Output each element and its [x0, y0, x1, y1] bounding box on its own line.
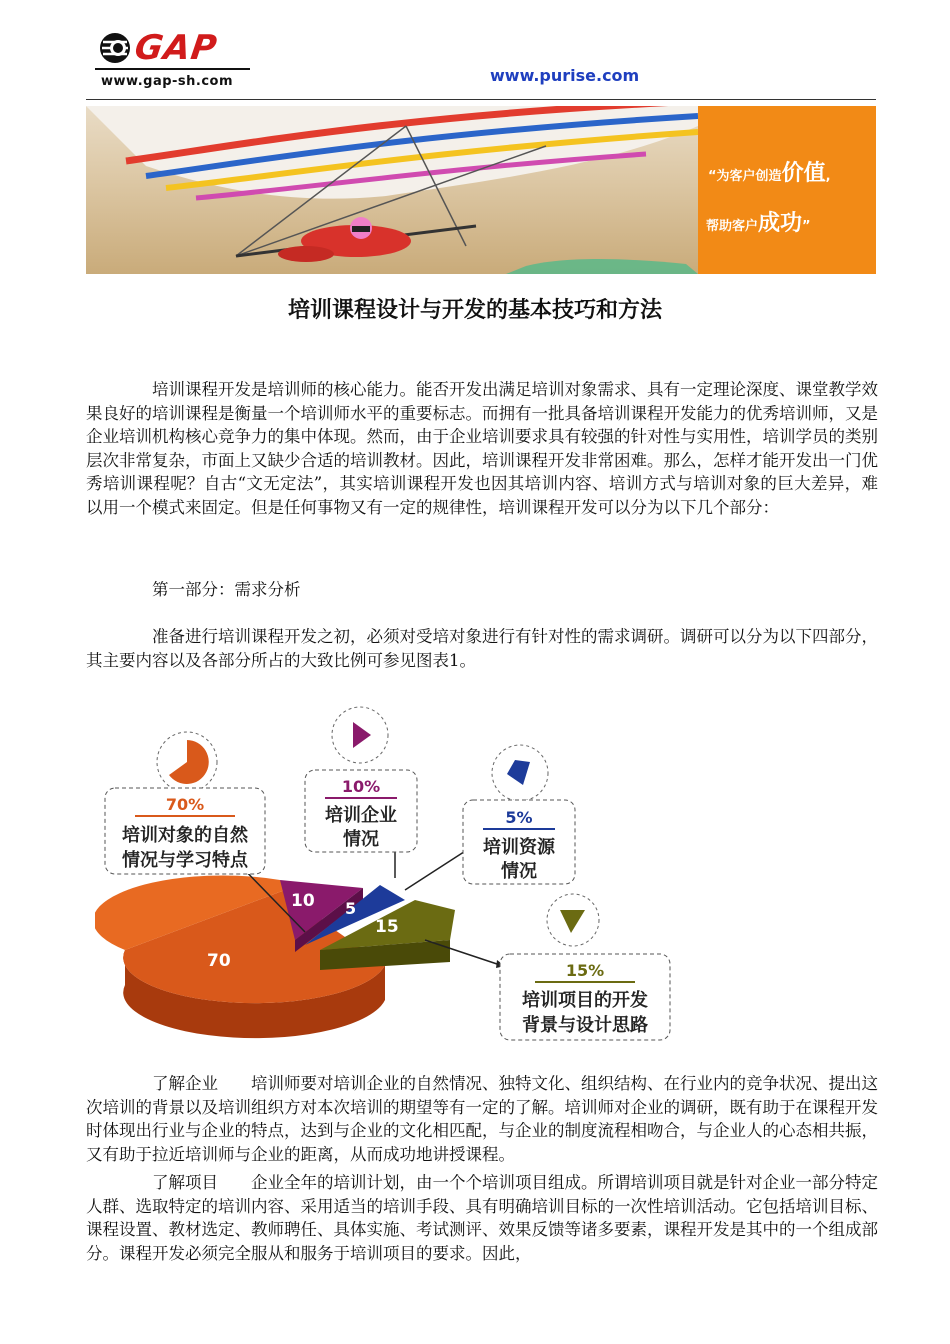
logo-divider: [95, 68, 250, 70]
callout-10: [305, 770, 417, 852]
value-label-70: 70: [207, 951, 231, 971]
svg-text:培训资源: 培训资源: [483, 837, 555, 858]
document-title: 培训课程设计与开发的基本技巧和方法: [287, 297, 662, 323]
logo-wordmark: GAP: [132, 28, 220, 68]
slogan-line-1: “为客户创造价值,: [708, 161, 831, 186]
svg-text:10%: 10%: [341, 777, 381, 796]
svg-text:5%: 5%: [505, 808, 533, 827]
svg-text:情况: 情况: [501, 861, 537, 882]
slogan-panel: [698, 106, 876, 274]
paragraph-company: 了解企业 培训师要对培训企业的自然情况、独特文化、组织结构、在行业内的竞争状况、提出这次培训的背景以及培训组织方对本次培训的期望等有一定的了解。培训师对企业的调研，既有助于在课程开发时体现出行业与企业的特点，达到与企业的文化相匹配，与企业的制度流程相吻合，与企业人的心态相共振，又有助于拉近培训师与企业的距离，从而成功地讲授课程。: [86, 1074, 878, 1164]
header-divider: [86, 99, 876, 100]
svg-text:70%: 70%: [165, 795, 205, 814]
svg-text:情况: 情况: [343, 829, 379, 850]
svg-text:背景与设计思路: 背景与设计思路: [522, 1015, 648, 1036]
slice-icon-70: [157, 732, 217, 792]
hang-glider-photo: [86, 106, 698, 274]
value-label-5: 5: [345, 899, 357, 918]
paragraph-project: 了解项目 企业全年的培训计划，由一个个培训项目组成。所谓培训项目就是针对企业一部分特定人群、选取特定的培训内容、采用适当的培训手段、具有明确培训目标的一次性培训活动。它包括培训目标、课程设置、教材选定、教师聘任、具体实施、考试测评、效果反馈等诸多要素，课程开发是其中的一个组成部分。课程开发必须完全服从和服务于培训项目的要求。因此，: [86, 1173, 878, 1263]
gap-logo: [95, 30, 255, 94]
logo-url: www.gap-sh.com: [101, 74, 234, 89]
paragraph-prep: 准备进行培训课程开发之初，必须对受培对象进行有针对性的需求调研。调研可以分为以下四部分，其主要内容以及各部分所占的大致比例可参见图表1。: [86, 627, 878, 670]
slice-icon-15: [547, 894, 599, 946]
value-label-10: 10: [291, 891, 315, 911]
slogan-line-2: 帮助客户成功”: [706, 211, 811, 236]
pie-chart: [95, 700, 695, 1050]
callout-5: [463, 800, 575, 884]
callout-15: [500, 954, 670, 1040]
slice-icon-5: [492, 745, 548, 801]
hero-banner: [86, 106, 876, 274]
pie-body: [95, 875, 455, 1038]
svg-text:培训对象的自然: 培训对象的自然: [122, 825, 248, 846]
paragraph-intro: 培训课程开发是培训师的核心能力。能否开发出满足培训对象需求、具有一定理论深度、课堂教学效果良好的培训课程是衡量一个培训师水平的重要标志。而拥有一批具备培训课程开发能力的优秀培训师，又是企业培训机构核心竞争力的集中体现。然而，由于企业培训要求具有较强的针对性与实用性，培训学员的类别层次非常复杂，市面上又缺少合适的培训教材。因此，培训课程开发非常困难。那么，怎样才能开发出一门优秀培训课程呢？自古“文无定法”，其实培训课程开发也因其培训内容、培训方式与培训对象的巨大差异，难以用一个模式来固定。但是任何事物又有一定的规律性，培训课程开发可以分为以下几个部分：: [86, 380, 878, 517]
site-link[interactable]: www.purise.com: [490, 66, 640, 85]
callout-70: [105, 788, 265, 874]
section-heading: 第一部分：需求分析: [152, 580, 301, 599]
globe-icon: [99, 32, 131, 64]
svg-text:培训企业: 培训企业: [325, 805, 397, 826]
value-label-15: 15: [375, 917, 399, 937]
svg-text:培训项目的开发: 培训项目的开发: [522, 990, 648, 1011]
svg-text:情况与学习特点: 情况与学习特点: [122, 850, 248, 871]
svg-text:15%: 15%: [565, 961, 605, 980]
slice-icon-10: [332, 707, 388, 763]
